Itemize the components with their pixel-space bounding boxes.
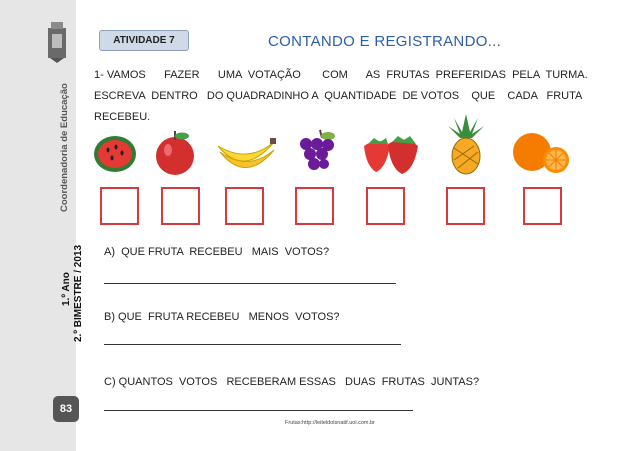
question-c: C) QUANTOS VOTOS RECEBERAM ESSAS DUAS FRUTAS JUNTAS? bbox=[104, 376, 480, 388]
answer-line-b[interactable] bbox=[104, 344, 401, 345]
bimester-label: 2.º BIMESTRE / 2013 bbox=[73, 244, 84, 342]
question-a: A) QUE FRUTA RECEBEU MAIS VOTOS? bbox=[104, 246, 330, 258]
vote-box-watermelon[interactable] bbox=[100, 187, 139, 225]
vote-box-apple[interactable] bbox=[161, 187, 200, 225]
vote-box-strawberries[interactable] bbox=[366, 187, 405, 225]
page-number: 83 bbox=[53, 396, 79, 422]
question-b: B) QUE FRUTA RECEBEU MENOS VOTOS? bbox=[104, 311, 340, 323]
instruction-line-2: ESCREVA DENTRO DO QUADRADINHO A QUANTIDADE DE VOTOS QUE CADA FRUTA bbox=[94, 90, 583, 102]
vote-box-pineapple[interactable] bbox=[446, 187, 485, 225]
image-credit: Frutas:http://leiteldoisnatif.uol.com.br bbox=[285, 420, 375, 426]
strawberries-icon bbox=[360, 128, 422, 176]
coordination-label: Coordenadoria de Educação bbox=[59, 83, 70, 212]
vote-box-bananas[interactable] bbox=[225, 187, 264, 225]
city-crest-icon bbox=[46, 20, 68, 64]
watermelon-icon bbox=[92, 128, 138, 176]
answer-line-a[interactable] bbox=[104, 283, 396, 284]
orange-icon bbox=[510, 128, 572, 176]
answer-line-c[interactable] bbox=[104, 410, 413, 411]
instruction-line-1: 1- VAMOS FAZER UMA VOTAÇÃO COM AS FRUTAS PREFERIDAS PELA TURMA. bbox=[94, 69, 588, 81]
vote-box-orange[interactable] bbox=[523, 187, 562, 225]
vote-box-grapes[interactable] bbox=[295, 187, 334, 225]
page-title: CONTANDO E REGISTRANDO... bbox=[268, 33, 502, 50]
apple-icon bbox=[152, 128, 198, 176]
grapes-icon bbox=[292, 128, 340, 176]
activity-badge: ATIVIDADE 7 bbox=[99, 30, 189, 51]
pineapple-icon bbox=[444, 112, 488, 176]
bananas-icon bbox=[214, 128, 278, 176]
grade-label: 1.º Ano bbox=[61, 272, 72, 306]
sidebar bbox=[0, 0, 84, 451]
instruction-line-3: RECEBEU. bbox=[94, 111, 151, 123]
